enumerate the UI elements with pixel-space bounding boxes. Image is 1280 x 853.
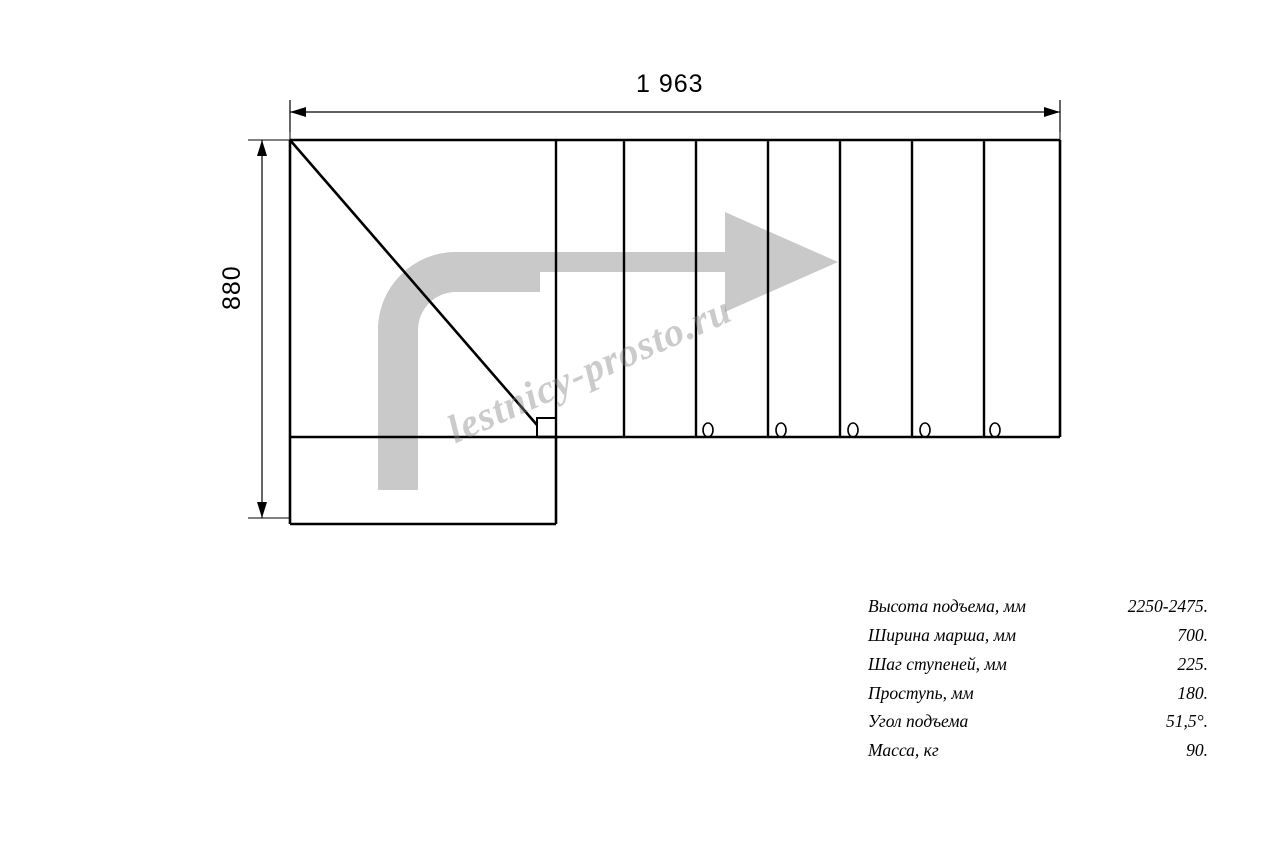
specification-rows: [868, 592, 1208, 765]
spec-label: Ширина марша, мм: [868, 624, 1017, 645]
spec-label: Угол подъема: [868, 711, 969, 732]
spec-value: 51,5°.: [1166, 711, 1208, 732]
spec-label: Проступь, мм: [868, 682, 974, 703]
spec-label: Масса, кг: [868, 740, 939, 761]
watermark-text: lestnicy-prosto.ru: [440, 286, 739, 453]
table-row: [868, 707, 1208, 736]
tread-fixing-holes: [703, 423, 1000, 437]
newel-post: [537, 418, 556, 437]
table-row: [868, 592, 1208, 621]
table-row: [868, 679, 1208, 708]
dimension-height: [248, 140, 290, 518]
dimension-width-label: 1 963: [636, 70, 704, 98]
dimension-height-label: 880: [218, 265, 246, 310]
spec-value: 90.: [1186, 740, 1208, 761]
table-row: [868, 621, 1208, 650]
specification-table: [868, 592, 1208, 765]
dimension-width: [290, 100, 1060, 140]
spec-value: 180.: [1177, 682, 1208, 703]
table-row: [868, 736, 1208, 765]
spec-value: 2250-2475.: [1127, 596, 1208, 616]
table-row: [868, 650, 1208, 679]
spec-label: Высота подъема, мм: [868, 596, 1026, 616]
spec-label: Шаг ступеней, мм: [868, 653, 1007, 674]
spec-value: 700.: [1177, 624, 1208, 645]
spec-value: 225.: [1177, 653, 1208, 674]
